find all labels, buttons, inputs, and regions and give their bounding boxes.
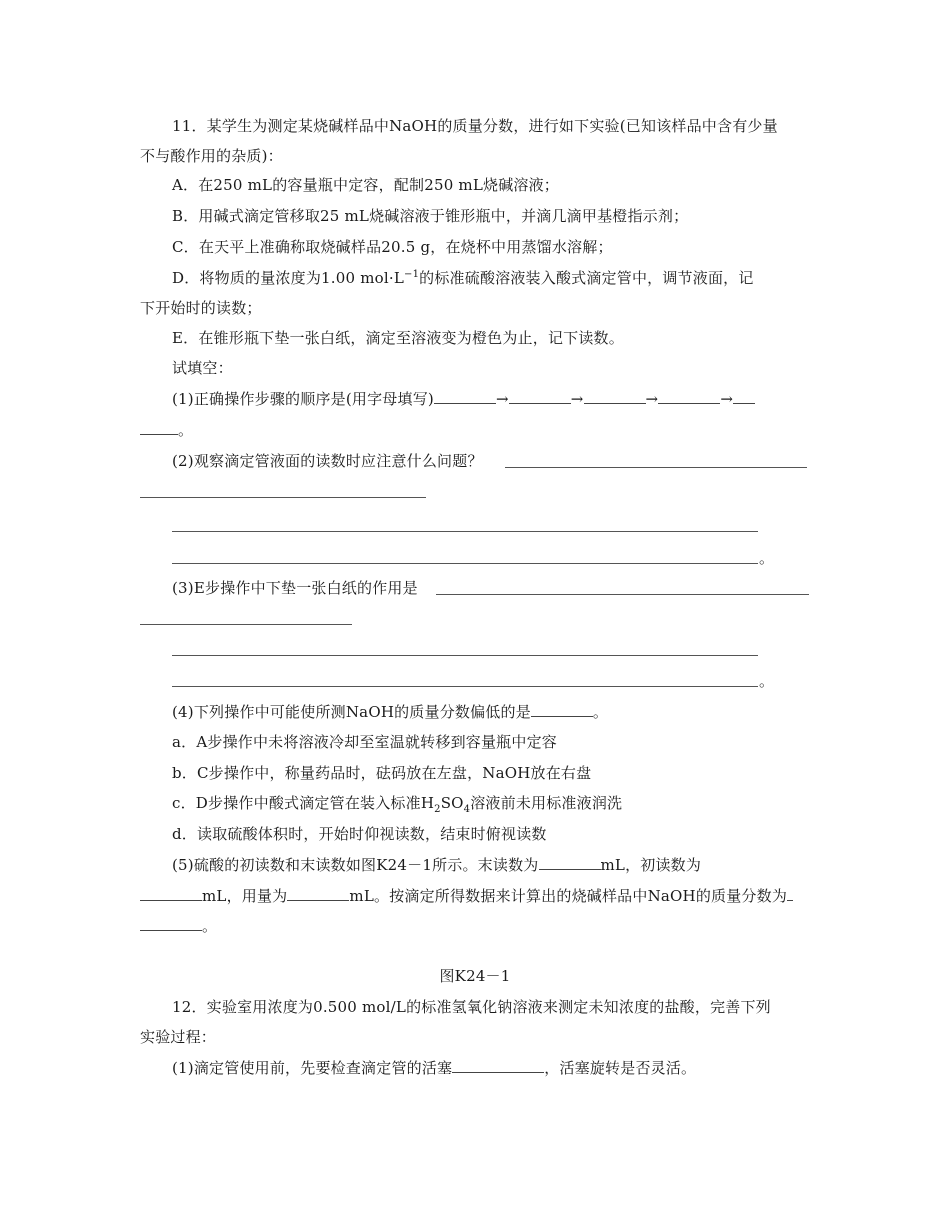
q11-intro-line1: 11．某学生为测定某烧碱样品中NaOH的质量分数，进行如下实验(已知该样品中含有少量 xyxy=(172,117,778,135)
q12-intro-line2: 实验过程： xyxy=(140,1028,217,1046)
part5-text-c: mL，用量为 xyxy=(202,887,288,905)
figure-caption: 图K24－1 xyxy=(439,967,511,985)
option-c-text-3: 溶液前未用标准液润洗 xyxy=(470,794,623,812)
answer-blank-5a[interactable] xyxy=(733,389,755,404)
part1-text: (1)正确操作步骤的顺序是(用字母填写) xyxy=(172,390,434,408)
q12-intro-line1: 12．实验室用浓度为0.500 mol/L的标准氢氧化钠溶液来测定未知浓度的盐酸，完善下列 xyxy=(172,998,771,1016)
answer-blank-2[interactable] xyxy=(509,389,571,404)
option-c-sub-4: 4 xyxy=(463,804,471,815)
q11-part1-line2 xyxy=(140,420,815,440)
q11-step-c: C．在天平上准确称取烧碱样品20.5 g，在烧杯中用蒸馏水溶解； xyxy=(172,238,613,256)
answer-line-2c[interactable] xyxy=(172,531,758,532)
answer-line-3a[interactable] xyxy=(436,594,809,595)
step-d-text-a: D．将物质的量浓度为1.00 mol·L xyxy=(172,269,404,287)
q12-part1-text-b: ，活塞旋转是否灵活。 xyxy=(544,1059,697,1077)
part5-text-d: mL。按滴定所得数据来计算出的烧碱样品中NaOH的质量分数为 xyxy=(349,887,788,905)
q11-step-d-line1 xyxy=(172,268,847,288)
option-c-text-1: c．D步操作中酸式滴定管在装入标准H xyxy=(172,794,435,812)
part2-text: (2)观察滴定管液面的读数时应注意什么问题？ xyxy=(172,452,483,470)
part4-text: (4)下列操作中可能使所测NaOH的质量分数偏低的是 xyxy=(172,703,531,721)
q11-part3-line1 xyxy=(172,578,847,598)
part2-period: 。 xyxy=(759,549,775,567)
part3-period: 。 xyxy=(759,672,775,690)
q11-part5-line2 xyxy=(140,886,815,906)
part4-period: 。 xyxy=(592,703,609,721)
answer-line-2d[interactable] xyxy=(172,563,758,564)
q11-option-b: b．C步操作中，称量药品时，砝码放在左盘，NaOH放在右盘 xyxy=(172,764,592,782)
option-c-text-2: SO xyxy=(440,794,464,812)
part5-text-b: mL，初读数为 xyxy=(600,856,702,874)
q11-option-d: d．读取硫酸体积时，开始时仰视读数，结束时俯视读数 xyxy=(172,825,547,843)
q11-intro-line2: 不与酸作用的杂质)： xyxy=(140,147,283,165)
part5-text-a: (5)硫酸的初读数和末读数如图K24－1所示。末读数为 xyxy=(172,856,539,874)
q11-part1-line1 xyxy=(172,389,847,409)
answer-line-3b[interactable] xyxy=(140,624,352,625)
q11-step-e: E．在锥形瓶下垫一张白纸，滴定至溶液变为橙色为止，记下读数。 xyxy=(172,329,624,347)
step-d-superscript: −1 xyxy=(403,269,420,280)
answer-blank-5b[interactable] xyxy=(140,420,178,435)
answer-blank-volume-used[interactable] xyxy=(287,886,349,901)
answer-line-3c[interactable] xyxy=(172,655,758,656)
part5-period: 。 xyxy=(202,917,218,935)
part1-period: 。 xyxy=(178,421,194,439)
q11-option-a: a．A步操作中未将溶液冷却至室温就转移到容量瓶中定容 xyxy=(172,733,557,751)
q11-part5-line1 xyxy=(172,855,847,875)
option-c-sub-2: 2 xyxy=(434,804,441,815)
answer-line-2a[interactable] xyxy=(505,467,807,468)
answer-blank-stopcock[interactable] xyxy=(452,1058,544,1073)
answer-blank-initial-reading[interactable] xyxy=(140,886,202,901)
answer-blank-4[interactable] xyxy=(658,389,720,404)
answer-blank-final-reading[interactable] xyxy=(539,855,601,870)
q11-option-c xyxy=(172,793,847,813)
answer-blank-3[interactable] xyxy=(584,389,646,404)
part3-text: (3)E步操作中下垫一张白纸的作用是 xyxy=(172,579,418,597)
answer-blank-mass-fraction-a[interactable] xyxy=(787,886,793,901)
arrow-3: → xyxy=(645,390,659,408)
answer-blank-1[interactable] xyxy=(434,389,496,404)
q12-part1-text-a: (1)滴定管使用前，先要检查滴定管的活塞 xyxy=(172,1059,453,1077)
answer-blank-mass-fraction-b[interactable] xyxy=(140,916,202,931)
arrow-1: → xyxy=(495,390,509,408)
answer-line-2b[interactable] xyxy=(140,497,426,498)
step-d-text-b: 的标准硫酸溶液装入酸式滴定管中，调节液面，记 xyxy=(419,269,754,287)
arrow-2: → xyxy=(570,390,584,408)
q11-step-b: B．用碱式滴定管移取25 mL烧碱溶液于锥形瓶中，并滴几滴甲基橙指示剂； xyxy=(172,207,689,225)
q11-part2-line1 xyxy=(172,451,847,471)
q11-part5-line3 xyxy=(140,916,815,936)
arrow-4: → xyxy=(720,390,734,408)
answer-blank-part4[interactable] xyxy=(531,702,593,717)
q11-part4-line xyxy=(172,702,847,722)
answer-line-3d[interactable] xyxy=(172,686,758,687)
q11-step-a: A．在250 mL的容量瓶中定容，配制250 mL烧碱溶液； xyxy=(172,176,560,194)
q11-fill-in-label: 试填空： xyxy=(172,359,233,377)
q12-part1-line xyxy=(172,1058,847,1078)
q11-step-d-line2: 下开始时的读数； xyxy=(140,299,262,317)
